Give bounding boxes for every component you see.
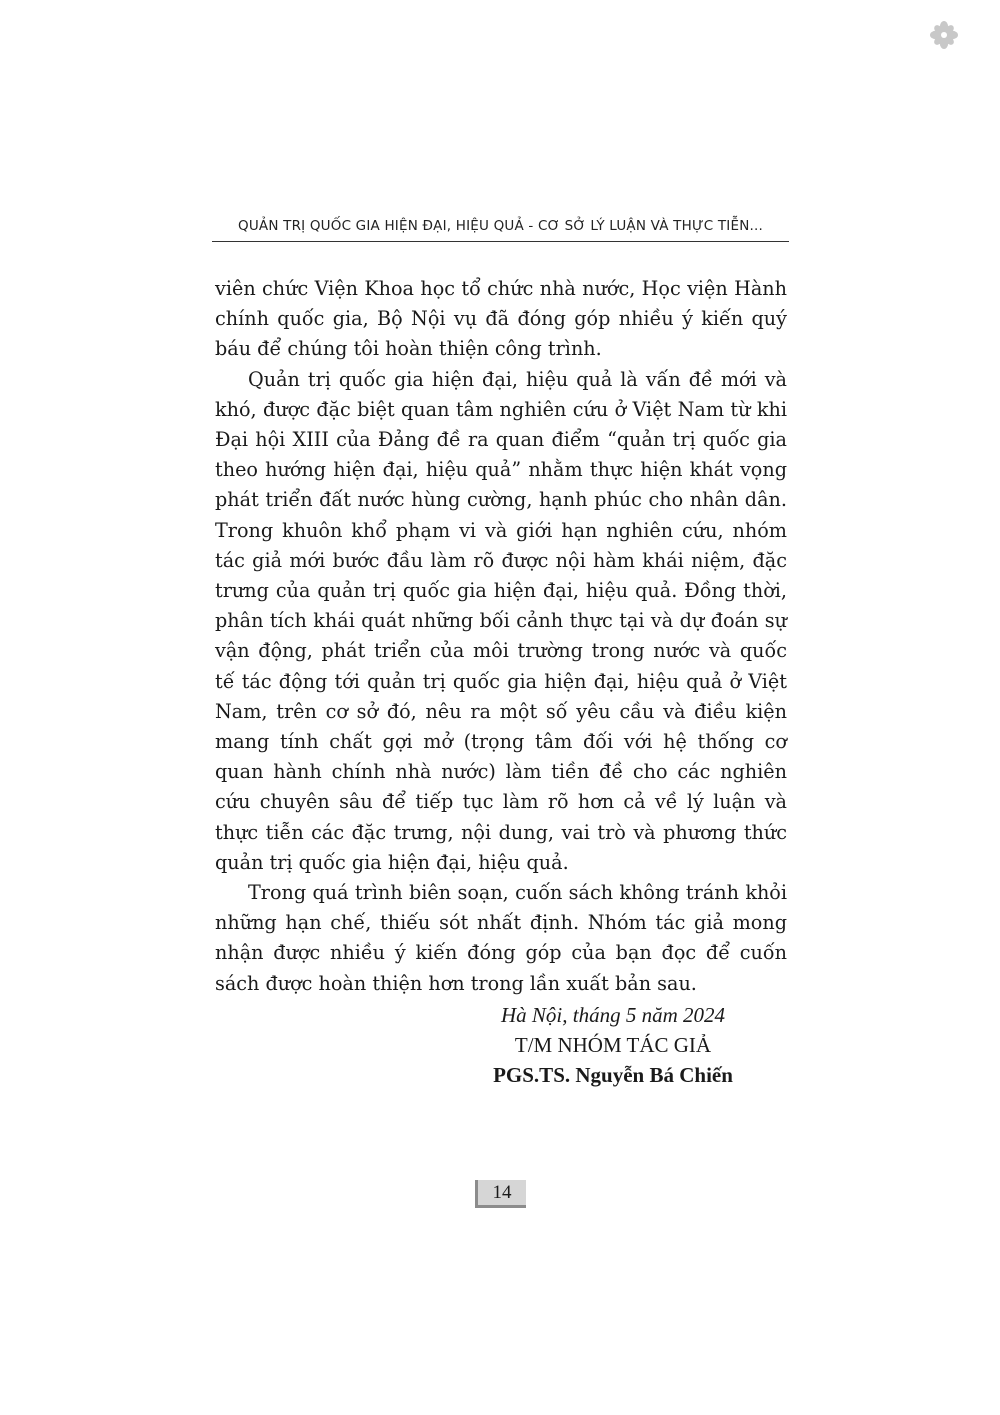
body-text bbox=[215, 274, 787, 999]
signature-block bbox=[440, 1000, 786, 1090]
signature-on-behalf: T/M NHÓM TÁC GIẢ bbox=[514, 1033, 712, 1057]
running-header: QUẢN TRỊ QUỐC GIA HIỆN ĐẠI, HIỆU QUẢ - CƠ SỞ LÝ LUẬN VÀ THỰC TIỄN... bbox=[238, 218, 763, 234]
paragraph: Trong quá trình biên soạn, cuốn sách không tránh khỏi những hạn chế, thiếu sót nhất định. Nhóm tác giả mong nhận được nhiều ý kiến đóng góp của bạn đọc để cuốn sách được hoàn thiện hơn trong lần xuất bản sau. bbox=[215, 881, 787, 995]
paragraph-continuation: viên chức Viện Khoa học tổ chức nhà nước, Học viện Hành chính quốc gia, Bộ Nội vụ đã đóng góp nhiều ý kiến quý báu để chúng tôi hoàn thiện công trình. bbox=[215, 277, 787, 361]
signature-author-name: PGS.TS. Nguyễn Bá Chiến bbox=[493, 1063, 733, 1087]
header-divider bbox=[212, 241, 789, 242]
page-number: 14 bbox=[475, 1180, 526, 1208]
flower-ornament-icon bbox=[929, 20, 959, 50]
paragraph: Quản trị quốc gia hiện đại, hiệu quả là vấn đề mới và khó, được đặc biệt quan tâm nghiên cứu ở Việt Nam từ khi Đại hội XIII của Đảng đề ra quan điểm “quản trị quốc gia theo hướng hiện đại, hiệu quả” nhằm thực hiện khát vọng phát triển đất nước hùng cường, hạnh phúc cho nhân dân. Trong khuôn khổ phạm vi và giới hạn nghiên cứu, nhóm tác giả mới bước đầu làm rõ được nội hàm khái niệm, đặc trưng của quản trị quốc gia hiện đại, hiệu quả. Đồng thời, phân tích khái quát những bối cảnh thực tại và dự đoán sự vận động, phát triển của môi trường trong nước và quốc tế tác động tới quản trị quốc gia hiện đại, hiệu quả ở Việt Nam, trên cơ sở đó, nêu ra một số yêu cầu và điều kiện mang tính chất gợi mở (trọng tâm đối với hệ thống cơ quan hành chính nhà nước) làm tiền đề cho các nghiên cứu chuyên sâu để tiếp tục làm rõ hơn cả về lý luận và thực tiễn các đặc trưng, nội dung, vai trò và phương thức quản trị quốc gia hiện đại, hiệu quả. bbox=[215, 367, 787, 874]
signature-place-date: Hà Nội, tháng 5 năm 2024 bbox=[500, 1003, 725, 1027]
